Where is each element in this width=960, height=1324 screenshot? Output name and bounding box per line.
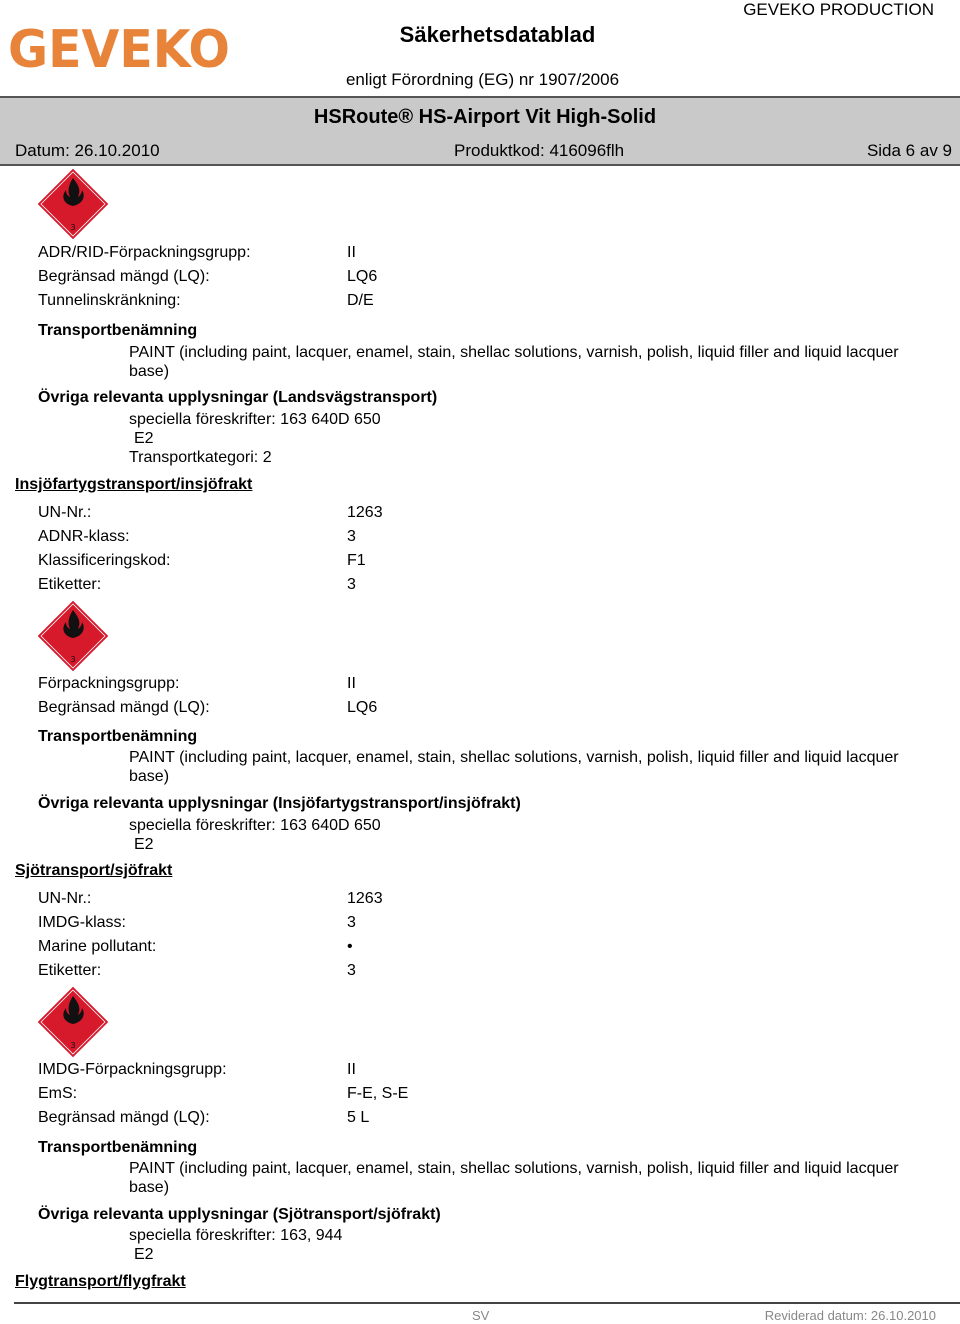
imdg-ems-value: F-E, S-E — [347, 1085, 409, 1102]
adr-lq-value: LQ6 — [347, 268, 378, 285]
imdg-class-label: IMDG-klass: — [38, 914, 126, 931]
product-code: Produktkod: 416096flh — [454, 141, 625, 160]
footer-language: SV — [472, 1308, 490, 1323]
adn-lq-label: Begränsad mängd (LQ): — [38, 699, 210, 716]
svg-text:3: 3 — [70, 1041, 76, 1050]
imdg-special-provisions: speciella föreskrifter: 163, 944 — [129, 1227, 343, 1244]
adn-un-label: UN-Nr.: — [38, 504, 92, 521]
footer-revised-date: Reviderad datum: 26.10.2010 — [764, 1308, 936, 1323]
svg-text:3: 3 — [70, 655, 76, 664]
adn-class-label: ADNR-klass: — [38, 528, 130, 545]
page-number: Sida 6 av 9 — [866, 141, 952, 160]
adn-code-label: Klassificeringskod: — [38, 552, 171, 569]
adn-e2: E2 — [134, 836, 154, 853]
flammable-liquid-icon — [35, 598, 111, 674]
imdg-lq-label: Begränsad mängd (LQ): — [38, 1109, 210, 1126]
adn-special-provisions: speciella föreskrifter: 163 640D 650 — [129, 817, 381, 834]
imdg-ems-label: EmS: — [38, 1085, 78, 1102]
adr-packing-group-value: II — [347, 244, 356, 261]
imdg-transport-name: PAINT (including paint, lacquer, enamel, stain, shellac solutions, varnish, polish, liquid filler and liquid lacquer base) — [129, 1160, 899, 1196]
imdg-class-value: 3 — [347, 914, 356, 931]
adn-labels-value: 3 — [347, 576, 356, 593]
document-date: Datum: 26.10.2010 — [15, 141, 160, 160]
adr-special-provisions: speciella föreskrifter: 163 640D 650 — [129, 411, 381, 428]
imdg-other-info-heading: Övriga relevanta upplysningar (Sjötransport/sjöfrakt) — [38, 1206, 441, 1223]
regulation-reference: enligt Förordning (EG) nr 1907/2006 — [345, 70, 620, 89]
adr-e2: E2 — [134, 430, 154, 447]
adn-transport-name: PAINT (including paint, lacquer, enamel, stain, shellac solutions, varnish, polish, liquid filler and liquid lacquer base) — [129, 749, 899, 785]
adn-lq-value: LQ6 — [347, 699, 378, 716]
company-name: GEVEKO PRODUCTION — [743, 0, 934, 19]
adn-transport-name-heading: Transportbenämning — [38, 728, 198, 745]
adr-tunnel-value: D/E — [347, 292, 374, 309]
svg-text:3: 3 — [70, 223, 76, 232]
svg-text:GEVEKO: GEVEKO — [8, 22, 230, 72]
imdg-lq-value: 5 L — [347, 1109, 370, 1126]
adn-section-title: Insjöfartygstransport/insjöfrakt — [15, 476, 253, 493]
imdg-labels-value: 3 — [347, 962, 356, 979]
adn-packing-group-label: Förpackningsgrupp: — [38, 675, 180, 692]
imdg-transport-name-heading: Transportbenämning — [38, 1139, 198, 1156]
adr-lq-label: Begränsad mängd (LQ): — [38, 268, 210, 285]
flammable-liquid-icon — [35, 984, 111, 1060]
imdg-e2: E2 — [134, 1246, 154, 1263]
product-name: HSRoute® HS-Airport Vit High-Solid — [313, 106, 657, 128]
adn-labels-label: Etiketter: — [38, 576, 102, 593]
imdg-packing-group-label: IMDG-Förpackningsgrupp: — [38, 1061, 227, 1078]
imdg-un-value: 1263 — [347, 890, 383, 907]
adr-transport-name: PAINT (including paint, lacquer, enamel, stain, shellac solutions, varnish, polish, liquid filler and liquid lacquer base) — [129, 344, 899, 380]
adr-transport-name-heading: Transportbenämning — [38, 322, 198, 339]
adn-code-value: F1 — [347, 552, 366, 569]
adn-packing-group-value: II — [347, 675, 356, 692]
flammable-liquid-icon — [35, 166, 111, 242]
imdg-pollutant-label: Marine pollutant: — [38, 938, 157, 955]
adr-transport-category: Transportkategori: 2 — [129, 449, 272, 466]
imdg-section-title: Sjötransport/sjöfrakt — [15, 862, 173, 879]
imdg-pollutant-value: • — [347, 938, 353, 955]
imdg-un-label: UN-Nr.: — [38, 890, 92, 907]
adr-tunnel-label: Tunnelinskränkning: — [38, 292, 181, 309]
imdg-labels-label: Etiketter: — [38, 962, 102, 979]
iata-section-title: Flygtransport/flygfrakt — [15, 1273, 186, 1290]
document-title: Säkerhetsdatablad — [399, 22, 596, 47]
adn-class-value: 3 — [347, 528, 356, 545]
adr-packing-group-label: ADR/RID-Förpackningsgrupp: — [38, 244, 251, 261]
footer-divider — [14, 1302, 960, 1304]
adr-other-info-heading: Övriga relevanta upplysningar (Landsvägstransport) — [38, 389, 438, 406]
imdg-packing-group-value: II — [347, 1061, 356, 1078]
adn-other-info-heading: Övriga relevanta upplysningar (Insjöfartygstransport/insjöfrakt) — [38, 795, 521, 812]
adn-un-value: 1263 — [347, 504, 383, 521]
